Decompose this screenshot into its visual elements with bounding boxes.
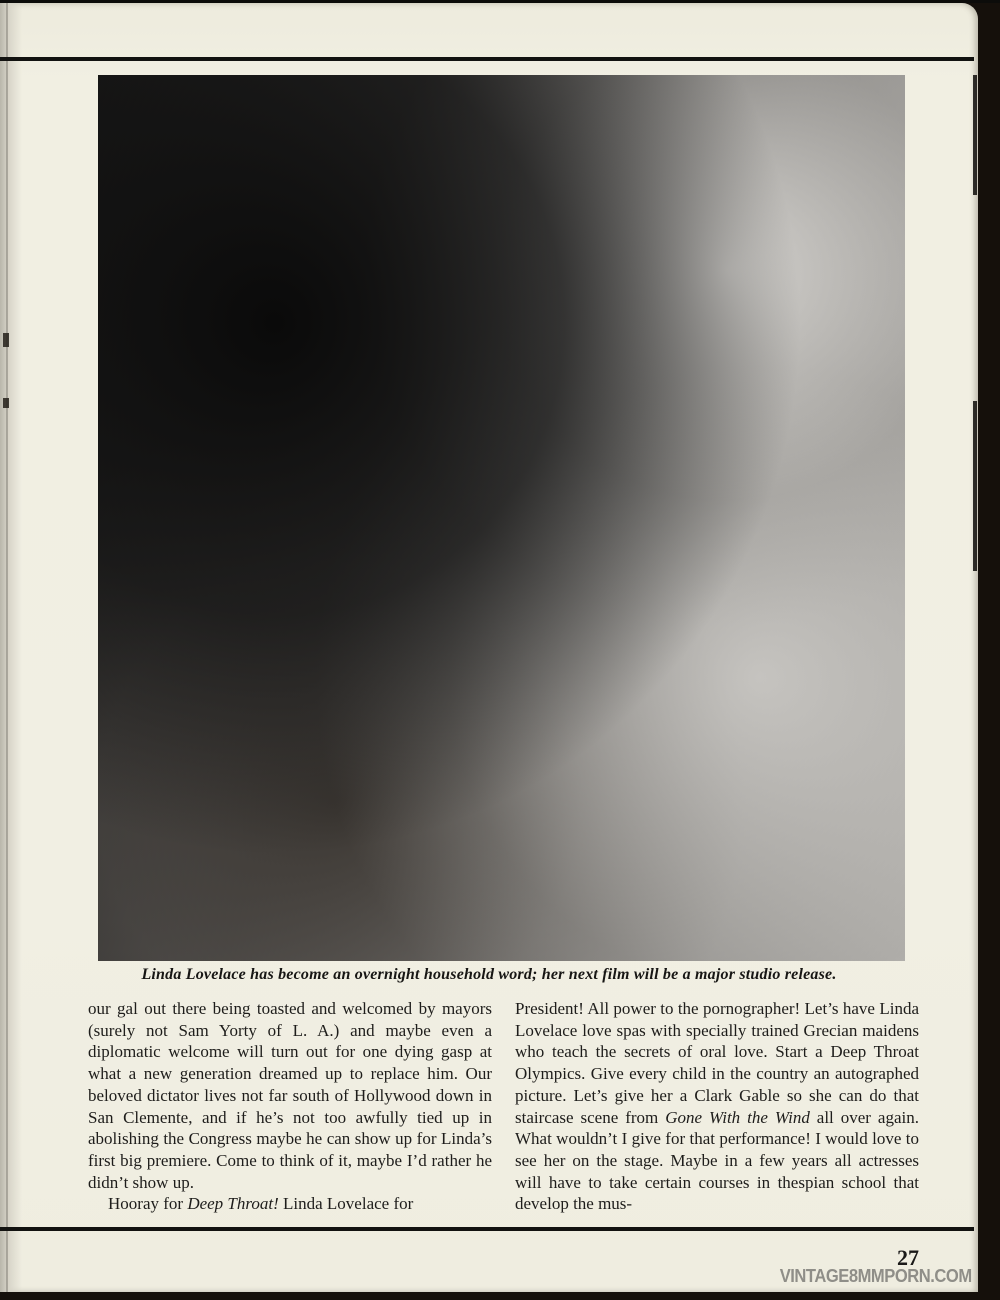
italic-title: Deep Throat! bbox=[187, 1194, 279, 1214]
paragraph bbox=[88, 1193, 492, 1215]
paragraph-text: all over again. What wouldn’t I give for that performance! I would love to see her on the stage. Maybe in a few years all actresses will have to take certain courses in thespian school that develop the mus- bbox=[515, 1107, 919, 1214]
binding-mark bbox=[3, 398, 9, 408]
article-left-column bbox=[88, 998, 492, 1215]
paragraph bbox=[515, 998, 919, 1215]
bottom-rule bbox=[0, 1227, 974, 1231]
scan-edge-mark bbox=[973, 401, 977, 571]
article-right-column bbox=[515, 998, 919, 1215]
paragraph-text: our gal out there being toasted and welcomed by mayors (surely not Sam Yorty of L. A.) and maybe even a diplomatic welcome will turn out for one dying gasp at what a new generation dreamed up to replace him. Our beloved dictator lives not far south of Hollywood down in San Clemente, and if he’s not too awfully tied up in abolishing the Congress maybe he can show up for Linda’s first big premiere. Come to think of it, maybe I’d rather he didn’t show up. bbox=[88, 999, 492, 1192]
scan-left-edge bbox=[0, 3, 22, 1292]
page-number: 27 bbox=[897, 1245, 919, 1270]
top-rule bbox=[0, 57, 974, 61]
paragraph-text: Linda Lovelace for bbox=[278, 1194, 414, 1214]
binding-mark bbox=[3, 333, 9, 347]
photo-placeholder bbox=[98, 75, 905, 961]
paragraph-text: Hooray for bbox=[108, 1194, 188, 1214]
photo-caption: Linda Lovelace has become an overnight household word; her next film will be a major studio release. bbox=[141, 966, 837, 983]
paragraph bbox=[88, 998, 492, 1193]
scan-edge-mark bbox=[973, 75, 977, 195]
magazine-page bbox=[0, 3, 978, 1292]
watermark: VINTAGE8MMPORN.COM bbox=[780, 1266, 972, 1286]
italic-title: Gone With the Wind bbox=[665, 1107, 810, 1127]
paragraph-text: President! All power to the pornographer! Let’s have Linda Lovelace love spas with specially trained Grecian maidens who teach the secrets of oral love. Start a Deep Throat Olympics. Give every child in the country an autographed picture. Let’s give her a Clark Gable so she can do that staircase scene from bbox=[515, 999, 919, 1127]
